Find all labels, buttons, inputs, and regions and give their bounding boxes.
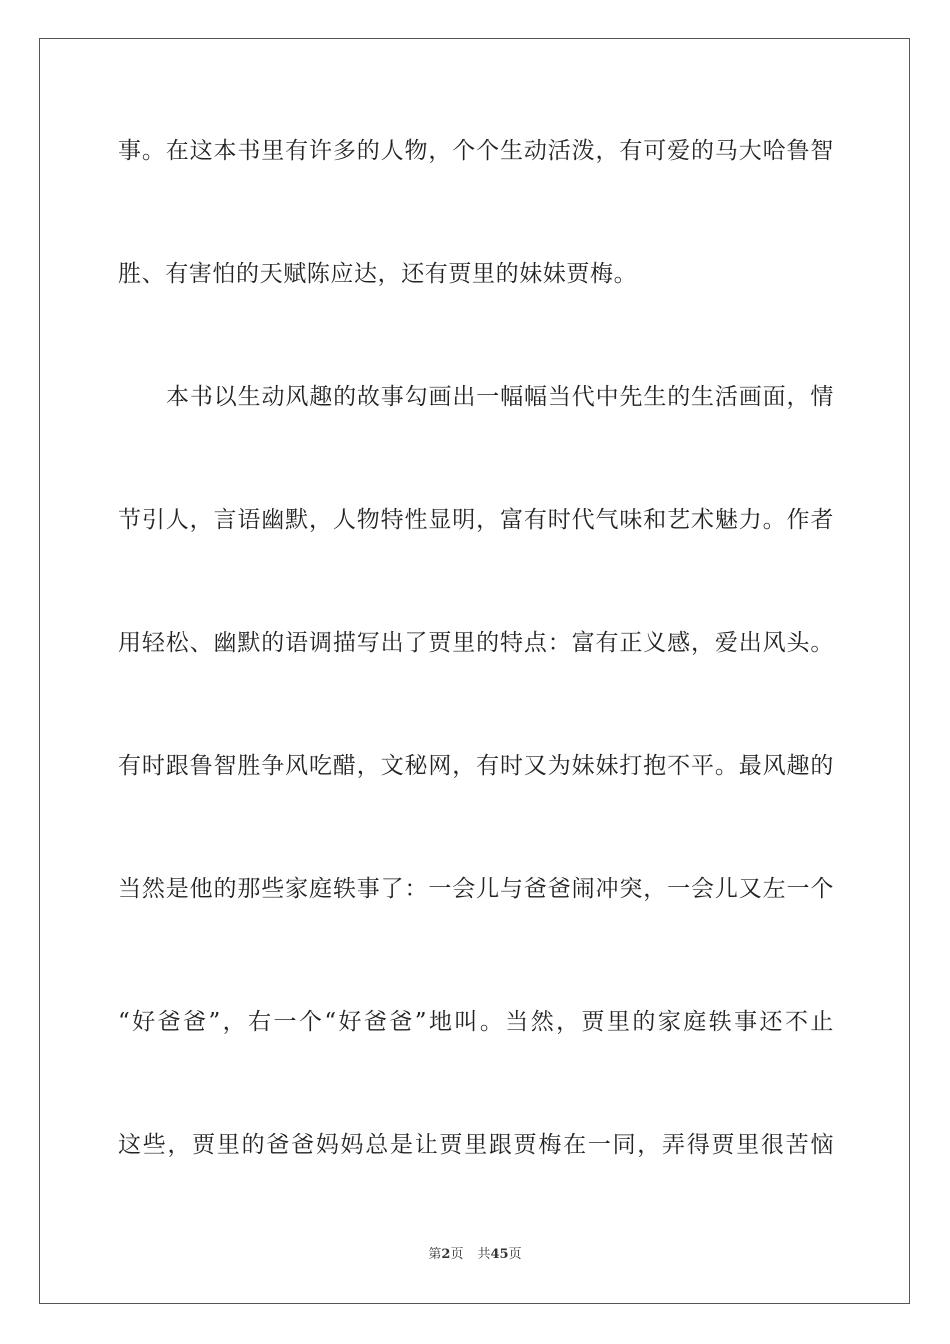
footer-total-prefix: 共 xyxy=(477,1247,491,1262)
footer-page-prefix: 第 xyxy=(428,1247,442,1262)
text-line-9: 这些，贾里的爸爸妈妈总是让贾里跟贾梅在一同，弄得贾里很苦恼 xyxy=(118,1132,834,1158)
text-line-7: 当然是他的那些家庭轶事了：一会儿与爸爸闹冲突，一会儿又左一个 xyxy=(118,876,834,902)
page-border xyxy=(39,38,910,1304)
text-line-6: 有时跟鲁智胜争风吃醋，文秘网，有时又为妹妹打抱不平。最风趣的 xyxy=(118,753,834,779)
text-line-1: 事。在这本书里有许多的人物，个个生动活泼，有可爱的马大哈鲁智 xyxy=(118,138,834,164)
text-line-5: 用轻松、幽默的语调描写出了贾里的特点：富有正义感，爱出风头。 xyxy=(118,630,834,656)
footer-total-suffix: 页 xyxy=(508,1247,522,1262)
footer-page-number: 2 xyxy=(441,1247,451,1262)
text-line-8: “好爸爸”，右一个“好爸爸”地叫。当然，贾里的家庭轶事还不止 xyxy=(118,1009,834,1035)
text-line-3: 本书以生动风趣的故事勾画出一幅幅当代中先生的生活画面，情 xyxy=(166,384,834,410)
text-line-2: 胜、有害怕的天赋陈应达，还有贾里的妹妹贾梅。 xyxy=(118,261,638,287)
page-footer xyxy=(0,1246,950,1264)
text-line-4: 节引人，言语幽默，人物特性显明，富有时代气味和艺术魅力。作者 xyxy=(118,507,834,533)
footer-page-suffix: 页 xyxy=(450,1247,464,1262)
footer-total-pages: 45 xyxy=(490,1247,509,1262)
